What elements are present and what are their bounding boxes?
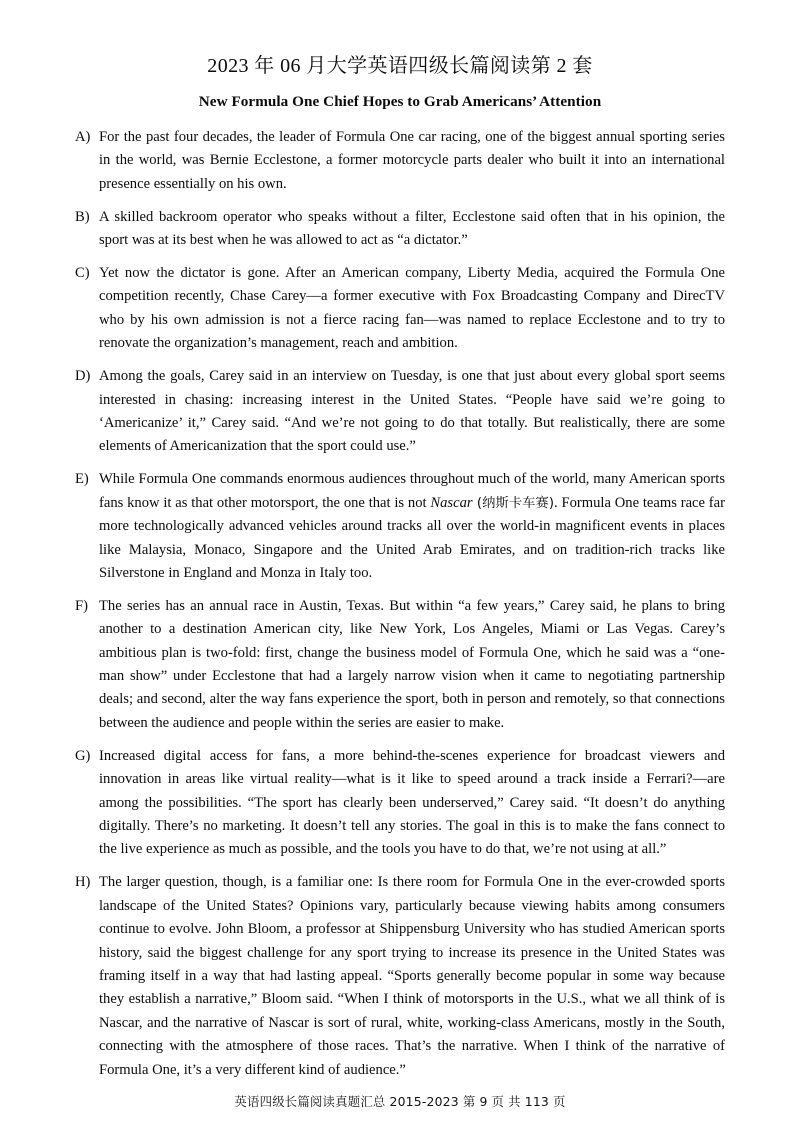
footer-page-number: 9: [479, 1094, 488, 1109]
paragraph-text-b: A skilled backroom operator who speaks without a filter, Ecclestone said often that in his opinion, the sport was at its best when he was allowed to act as “a dictator.”: [99, 208, 725, 249]
paragraph-e: [75, 468, 725, 585]
paragraph-text-f: The series has an annual race in Austin, Texas. But within “a few years,” Carey said, he plans to bring another to a destination American city, like New York, Los Angeles, Miami or Las Vegas. Carey’s ambitious plan is two-fold: first, change the business model of Formula One, which he said was a “one-man show” under Ecclestone that had a largely narrow vision when it came to negotiating partnership deals; and second, alter the way fans experience the sport, both in person and remotely, so that connections between the audience and people within the series are easier to make.: [99, 597, 725, 731]
paragraph-text-g: Increased digital access for fans, a more behind-the-scenes experience for broadcast viewers and innovation in areas like virtual reality—what is it like to speed around a track inside a Ferrari?—are among the possibilities. “The sport has clearly been underserved,” Carey said. “It doesn’t do anything digitally. There’s no marketing. It doesn’t tell any stories. The goal in this is to make the fans connect to the live experience as much as possible, and the tools you have to do that, we’re not using at all.”: [99, 747, 725, 858]
paragraph-text-h: The larger question, though, is a familiar one: Is there room for Formula One in the ever-crowded sports landscape of the United States? Opinions vary, particularly because viewing habits among consumers continue to evolve. John Bloom, a professor at Shippensburg University who has studied American sports history, said the biggest challenge for any sport trying to increase its presence in the United States was framing itself in a way that had lasting appeal. “Sports generally become popular in some way because they establish a narrative,” Bloom said. “When I think of motorsports in the U.S., what we all think of is Nascar, and the narrative of Nascar is sort of rural, white, working-class Americans, mostly in the South, connecting with the atmosphere of those races. That’s the narrative. When I think of the narrative of Formula One, it’s a very different kind of audience.”: [99, 874, 725, 1078]
paragraph-label-d: D): [75, 368, 91, 385]
paragraph-c: [75, 262, 725, 356]
paragraph-h: [75, 871, 725, 1082]
paragraph-text-d: Among the goals, Carey said in an interview on Tuesday, is one that just about every global sport seems interested in chasing: increasing interest in the United States. “People have said we’re going to ‘Americanize’ it,” Carey said. “And we’re not going to do that totally. But realistically, there are some elements of Americanization that the sport could use.”: [99, 368, 725, 455]
paragraph-f: [75, 595, 725, 735]
paragraph-label-g: G): [75, 747, 91, 764]
paragraph-e-tail: . Formula One teams race far more technologically advanced vehicles around tracks all over the world-in magnificent events in places like Malaysia, Monaco, Singapore and the United Arab Emirates, and on tradition-rich tracks like Silverstone in England and Monza in Italy too.: [99, 494, 726, 581]
page-title: 2023 年 06 月大学英语四级长篇阅读第 2 套: [207, 55, 593, 77]
footer-total-pages: 113: [524, 1094, 549, 1109]
paragraph-d: [75, 365, 725, 459]
article-subtitle: New Formula One Chief Hopes to Grab Americans’ Attention: [198, 93, 602, 110]
footer-page-unit: 页: [491, 1094, 505, 1109]
page-footer: [0, 1093, 800, 1110]
paragraph-label-f: F): [75, 597, 88, 614]
footer-page-prefix: 第: [462, 1094, 476, 1109]
paragraph-b: [75, 206, 725, 253]
paragraph-label-a: A): [75, 129, 91, 145]
paragraph-label-c: C): [75, 265, 90, 282]
footer-source: 英语四级长篇阅读真题汇总: [234, 1094, 386, 1109]
footer-year-range: 2015-2023: [389, 1094, 459, 1109]
paragraph-text-c: Yet now the dictator is gone. After an American company, Liberty Media, acquired the Formula One competition recently, Chase Carey—a former executive with Fox Broadcasting Company and DirecTV who by his own admission is not a fierce racing fan—was named to replace Ecclestone and to try to renovate the organization’s management, reach and ambition.: [99, 265, 725, 352]
footer-total-prefix: 共: [508, 1094, 521, 1109]
paragraph-a: [75, 126, 725, 196]
paragraph-label-e: E): [75, 471, 89, 488]
footer-total-unit: 页: [552, 1094, 566, 1109]
paragraph-g: [75, 745, 725, 862]
term-nascar-chinese-gloss: (纳斯卡车赛): [472, 495, 555, 511]
paragraph-e-lead: While Formula One commands enormous audiences throughout much of the world, many American sports fans know it as that other motorsport, the one that is not: [99, 471, 725, 511]
article-body: [0, 112, 800, 1082]
paragraph-text-e: [99, 468, 725, 585]
paragraph-text-a: For the past four decades, the leader of Formula One car racing, one of the biggest annual sporting series in the world, was Bernie Ecclestone, a former motorcycle parts dealer who built it into an international presence essentially on his own.: [99, 129, 725, 192]
term-nascar-italic: Nascar: [430, 494, 473, 511]
paragraph-label-h: H): [75, 874, 91, 891]
paragraph-label-b: B): [75, 208, 90, 225]
